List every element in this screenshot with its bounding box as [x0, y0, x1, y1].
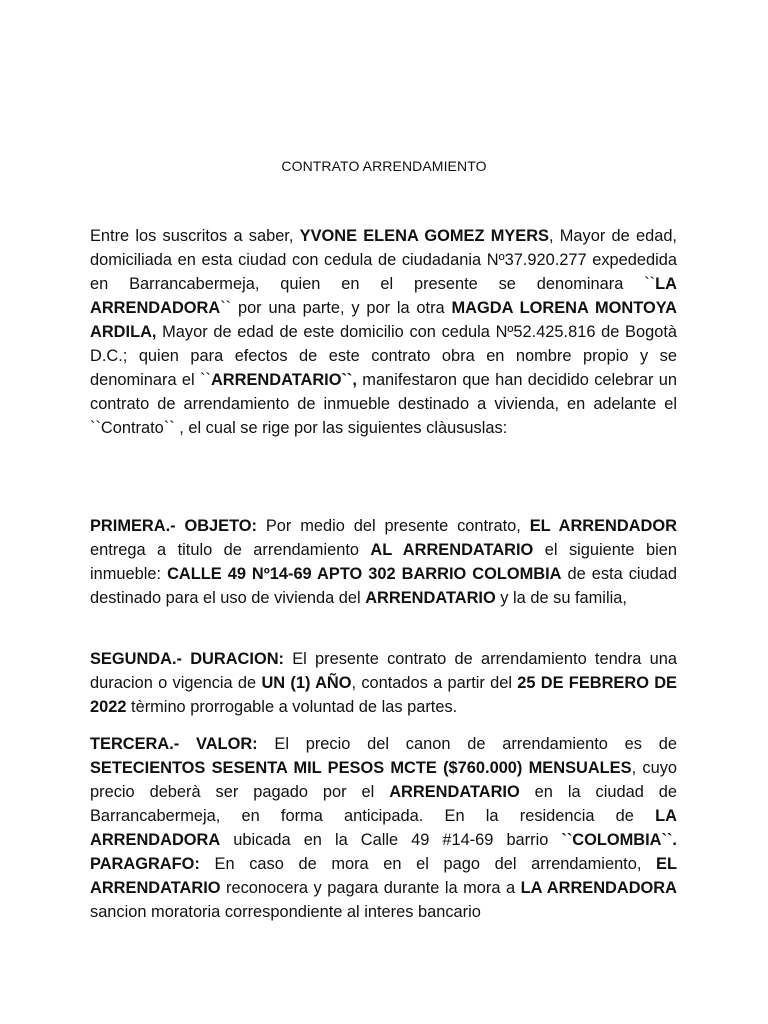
- clause-segunda-heading: SEGUNDA.- DURACION:: [90, 650, 284, 668]
- clause-primera: [90, 514, 677, 610]
- intro-paragraph: [90, 224, 677, 440]
- tercera-bold-3: EL ARRENDATARIO: [90, 855, 677, 897]
- primera-text-4: de esta ciudad destinado para el uso de vivienda del: [90, 565, 678, 607]
- primera-text-3: el siguiente bien inmueble:: [90, 541, 677, 583]
- tercera-text-7: sancion moratoria correspondiente al interes bancario: [90, 903, 481, 921]
- tercera-bold-4: LA ARRENDADORA: [520, 879, 677, 897]
- primera-text-2: entrega a titulo de arrendamiento: [90, 541, 371, 559]
- primera-bold-3: ARRENDATARIO: [365, 589, 496, 607]
- tercera-text-1: El precio del canon de arrendamiento es de: [257, 735, 677, 753]
- clause-tercera-heading: TERCERA.- VALOR:: [90, 735, 258, 753]
- tenant-role: ARRENDATARIO``,: [210, 371, 357, 389]
- rent-amount: SETECIENTOS SESENTA MIL PESOS MCTE ($760.000) MENSUALES: [90, 759, 632, 777]
- lease-duration: UN (1) AÑO: [261, 674, 352, 692]
- clause-tercera: [90, 732, 677, 924]
- paragrafo-heading: ``COLOMBIA``. PARAGRAFO:: [90, 831, 677, 873]
- tercera-text-2: , cuyo precio deberà ser pagado por el: [90, 759, 677, 801]
- tercera-bold-2: LA ARRENDADORA: [90, 807, 677, 849]
- intro-text-3: `` por una parte, y por la otra: [220, 299, 452, 317]
- primera-bold-1: EL ARRENDADOR: [529, 517, 677, 535]
- document-title: CONTRATO ARRENDAMIENTO: [281, 158, 487, 174]
- lessor-role: LA ARRENDADORA: [90, 275, 677, 317]
- tercera-text-5: En caso de mora en el pago del arrendamiento,: [199, 855, 657, 873]
- intro-text-1: Entre los suscritos a saber,: [90, 227, 300, 245]
- tercera-text-4: ubicada en la Calle 49 #14-69 barrio: [220, 831, 562, 849]
- tercera-bold-1: ARRENDATARIO: [389, 783, 520, 801]
- tercera-text-6: reconocera y pagara durante la mora a: [220, 879, 521, 897]
- primera-text-5: y la de su familia,: [495, 589, 627, 607]
- intro-text-4: Mayor de edad de este domicilio con cedula Nº52.425.816 de Bogotà D.C.; quien para efectos de este contrato obra en nombre propio y se denominara el ``: [90, 323, 677, 389]
- tenant-name: MAGDA LORENA MONTOYA ARDILA,: [90, 299, 677, 341]
- segunda-text-2: , contados a partir del: [351, 674, 518, 692]
- lessor-name: YVONE ELENA GOMEZ MYERS: [299, 227, 549, 245]
- lease-start-date: 25 DE FEBRERO DE 2022: [90, 674, 677, 716]
- primera-text-1: Por medio del presente contrato,: [257, 517, 530, 535]
- clause-segunda: [90, 647, 677, 719]
- primera-bold-2: AL ARRENDATARIO: [370, 541, 534, 559]
- intro-text-5: manifestaron que han decidido celebrar un contrato de arrendamiento de inmueble destinado a vivienda, en adelante el ``Contrato`` , el cual se rige por las siguientes clàususlas:: [90, 371, 677, 437]
- clause-primera-heading: PRIMERA.- OBJETO:: [90, 517, 258, 535]
- property-address: CALLE 49 Nº14-69 APTO 302 BARRIO COLOMBIA: [167, 565, 562, 583]
- segunda-text-3: tèrmino prorrogable a voluntad de las partes.: [126, 698, 458, 716]
- segunda-text-1: El presente contrato de arrendamiento tendra una duracion o vigencia de: [90, 650, 677, 692]
- intro-text-2: , Mayor de edad, domiciliada en esta ciudad con cedula de ciudadania Nº37.920.277 expededida en Barrancabermeja, quien en el presente se denominara ``: [90, 227, 677, 293]
- tercera-text-3: en la ciudad de Barrancabermeja, en forma anticipada. En la residencia de: [90, 783, 677, 825]
